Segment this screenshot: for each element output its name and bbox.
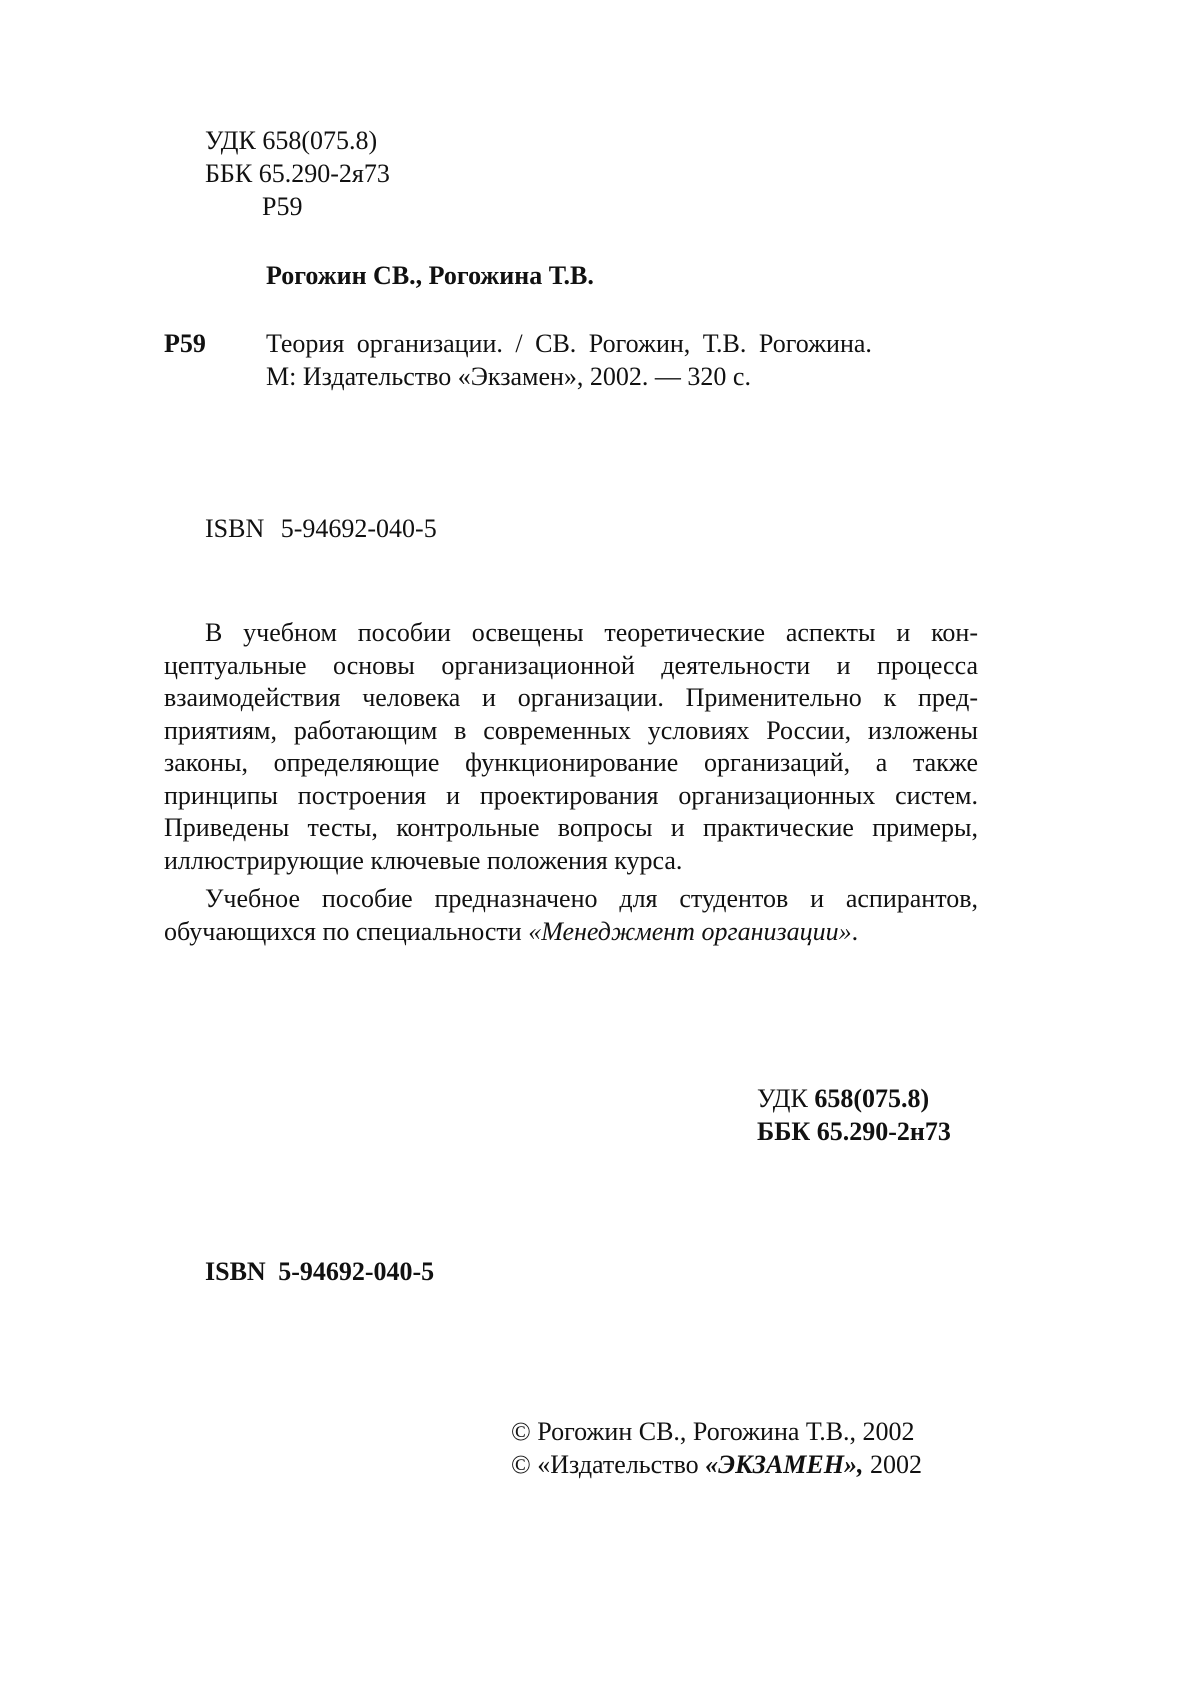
specialty-name: «Менеджмент организации» <box>528 916 852 946</box>
publisher-name: «ЭКЗАМЕН», <box>705 1450 864 1479</box>
copyright-year: 2002 <box>863 1450 922 1479</box>
bbk-code: ББК 65.290-2я73 <box>205 159 390 188</box>
audience-end: . <box>851 916 859 946</box>
catalog-author-mark: Р59 <box>164 329 206 358</box>
classification-codes-top <box>205 124 390 223</box>
catalog-entry <box>266 327 872 393</box>
catalog-title-line: Теория организации. / СВ. Рогожин, Т.В. Рогожина. <box>266 329 872 358</box>
copyright-publisher <box>511 1448 922 1481</box>
abstract <box>164 617 978 948</box>
authors-heading: Рогожин СВ., Рогожина Т.В. <box>266 261 594 290</box>
audience-text: Учебное пособие предназначено для студентов и аспирантов, обучающихся по специальности <box>164 884 978 946</box>
copyright-block <box>511 1415 922 1481</box>
audience-paragraph <box>164 883 978 948</box>
catalog-publisher-line: М: Издательство «Экзамен», 2002. — 320 с. <box>266 362 751 391</box>
abstract-paragraph: В учебном пособии освещены теоретические аспекты и концептуальные основы организационной деятельности и процесса взаимодействия человека и организации. Применительно к предприятиям, работающим в современных условиях России, изложены законы, определяющие функционирование организаций, а также принципы построения и проектирования организационных систем. Приведены тесты, контрольные вопросы и практические примеры, иллюстрирующие ключевые положения курса. <box>164 618 978 875</box>
isbn-bottom: ISBN 5-94692-040-5 <box>205 1257 435 1286</box>
udk-value: 658(075.8) <box>814 1084 930 1113</box>
udk-code: УДК 658(075.8) <box>205 126 378 155</box>
isbn-top: ISBN 5-94692-040-5 <box>205 514 437 543</box>
udk-code-bottom <box>757 1082 951 1115</box>
copyright-authors: © Рогожин СВ., Рогожина Т.В., 2002 <box>511 1417 915 1446</box>
bbk-code-bottom: ББК 65.290-2н73 <box>757 1117 951 1146</box>
classification-codes-bottom <box>757 1082 951 1148</box>
udk-label: УДК <box>757 1084 815 1113</box>
copyright-publisher-text: © «Издательство <box>511 1450 706 1479</box>
author-mark: Р59 <box>262 192 303 221</box>
